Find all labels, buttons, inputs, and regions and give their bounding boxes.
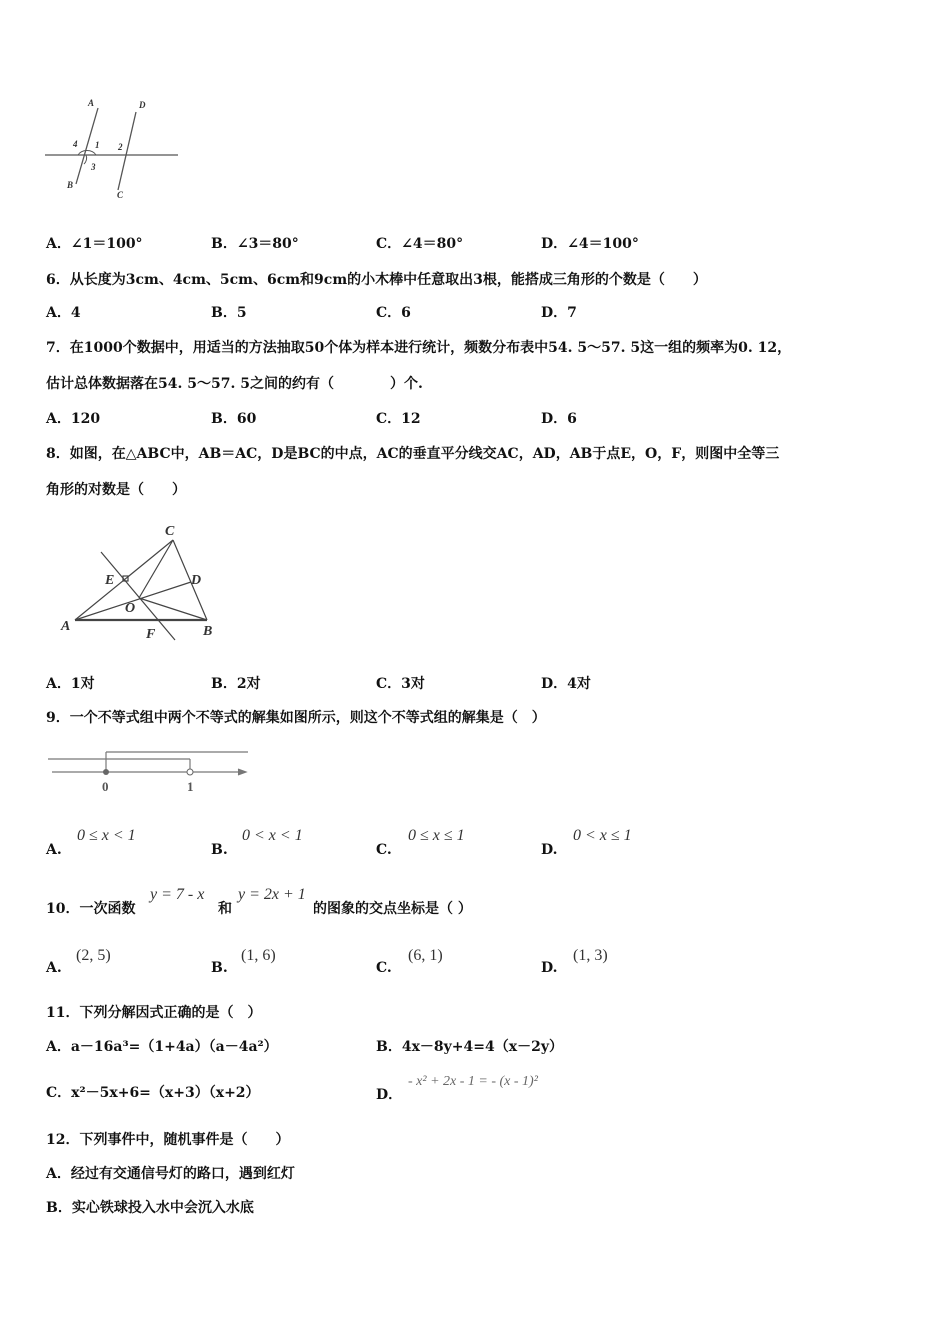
q10-option-a-label[interactable]: A. bbox=[46, 960, 62, 976]
q6-option-d[interactable]: D．7 bbox=[541, 305, 577, 321]
svg-text:C: C bbox=[165, 524, 175, 539]
svg-text:O: O bbox=[125, 601, 136, 616]
q9-stem: 9．一个不等式组中两个不等式的解集如图所示，则这个不等式组的解集是（ ） bbox=[46, 710, 546, 726]
q12-option-a[interactable]: A．经过有交通信号灯的路口，遇到红灯 bbox=[46, 1166, 295, 1182]
q7-option-b[interactable]: B．60 bbox=[211, 411, 257, 427]
q8-option-a[interactable]: A．1对 bbox=[46, 676, 95, 692]
q10-function-1: y = 7 - x bbox=[150, 886, 205, 903]
q8-option-c[interactable]: C．3对 bbox=[376, 676, 425, 692]
q11-option-d-label[interactable]: D． bbox=[376, 1087, 403, 1103]
svg-text:0: 0 bbox=[102, 779, 109, 794]
q7-stem-line1: 7．在1000个数据中，用适当的方法抽取50个体为样本进行统计，频数分布表中54. 5～57. 5这一组的频率为0. 12， bbox=[46, 340, 792, 356]
svg-text:D: D bbox=[139, 100, 146, 110]
q12-stem: 12．下列事件中，随机事件是（ ） bbox=[46, 1132, 290, 1148]
q9-option-c[interactable]: 0 ≤ x ≤ 1 bbox=[408, 827, 465, 844]
q5-option-a[interactable]: A．∠1＝100° bbox=[46, 236, 143, 252]
q10-function-2: y = 2x + 1 bbox=[238, 886, 306, 903]
svg-text:3: 3 bbox=[91, 162, 96, 172]
svg-text:2: 2 bbox=[118, 142, 123, 152]
q11-option-a[interactable]: A．a－16a³=（1+4a）（a－4a²） bbox=[46, 1039, 278, 1055]
number-line-figure bbox=[48, 745, 258, 800]
svg-text:A: A bbox=[88, 98, 95, 108]
q9-option-d[interactable]: 0 < x ≤ 1 bbox=[573, 827, 632, 844]
svg-text:A: A bbox=[61, 619, 71, 634]
q7-option-c[interactable]: C．12 bbox=[376, 411, 421, 427]
svg-text:C: C bbox=[117, 190, 124, 200]
q10-option-c-label[interactable]: C. bbox=[376, 960, 392, 976]
q6-option-c[interactable]: C．6 bbox=[376, 305, 411, 321]
q10-stem-mid: 和 bbox=[218, 901, 232, 917]
q9-option-c-label[interactable]: C. bbox=[376, 842, 392, 858]
q11-option-b[interactable]: B．4x－8y+4=4（x－2y） bbox=[376, 1039, 563, 1055]
q11-option-d[interactable]: - x² + 2x - 1 = - (x - 1)² bbox=[408, 1074, 538, 1089]
q10-stem-prefix: 10．一次函数 bbox=[46, 901, 136, 917]
q7-option-d[interactable]: D．6 bbox=[541, 411, 577, 427]
svg-text:B: B bbox=[203, 624, 213, 639]
svg-text:4: 4 bbox=[73, 139, 78, 149]
q9-option-d-label[interactable]: D. bbox=[541, 842, 558, 858]
q7-stem-line2: 估计总体数据落在54. 5～57. 5之间的约有（ ）个. bbox=[46, 376, 423, 392]
q7-option-a[interactable]: A．120 bbox=[46, 411, 101, 427]
svg-text:E: E bbox=[105, 573, 115, 588]
q10-option-b-label[interactable]: B. bbox=[211, 960, 228, 976]
q10-option-b[interactable]: (1, 6) bbox=[241, 947, 276, 964]
parallel-lines-figure bbox=[40, 92, 190, 202]
q5-option-d[interactable]: D．∠4＝100° bbox=[541, 236, 639, 252]
q9-option-b[interactable]: 0 < x < 1 bbox=[242, 827, 303, 844]
q9-option-a[interactable]: 0 ≤ x < 1 bbox=[77, 827, 136, 844]
svg-text:1: 1 bbox=[95, 140, 100, 150]
q5-option-c[interactable]: C．∠4＝80° bbox=[376, 236, 464, 252]
q9-option-b-label[interactable]: B. bbox=[211, 842, 228, 858]
q8-stem-line1: 8．如图，在△ABC中，AB＝AC，D是BC的中点，AC的垂直平分线交AC，AD，AB于点E，O，F，则图中全等三 bbox=[46, 446, 780, 462]
q8-stem-line2: 角形的对数是（ ） bbox=[46, 482, 186, 498]
q10-option-c[interactable]: (6, 1) bbox=[408, 947, 443, 964]
q10-stem-suffix: 的图象的交点坐标是（ ） bbox=[313, 901, 472, 917]
q5-option-b[interactable]: B．∠3＝80° bbox=[211, 236, 299, 252]
q8-option-b[interactable]: B．2对 bbox=[211, 676, 261, 692]
triangle-figure bbox=[55, 520, 225, 650]
q11-stem: 11．下列分解因式正确的是（ ） bbox=[46, 1005, 262, 1021]
q6-stem: 6．从长度为3cm、4cm、5cm、6cm和9cm的小木棒中任意取出3根，能搭成三角形的个数是（ ） bbox=[46, 272, 707, 288]
q8-option-d[interactable]: D．4对 bbox=[541, 676, 591, 692]
q10-option-a[interactable]: (2, 5) bbox=[76, 947, 111, 964]
q10-option-d-label[interactable]: D. bbox=[541, 960, 558, 976]
q12-option-b[interactable]: B．实心铁球投入水中会沉入水底 bbox=[46, 1200, 254, 1216]
svg-text:F: F bbox=[146, 627, 156, 642]
svg-text:1: 1 bbox=[187, 779, 194, 794]
svg-text:B: B bbox=[67, 180, 74, 190]
q6-option-a[interactable]: A．4 bbox=[46, 305, 81, 321]
q10-option-d[interactable]: (1, 3) bbox=[573, 947, 608, 964]
svg-text:D: D bbox=[191, 573, 202, 588]
q6-option-b[interactable]: B．5 bbox=[211, 305, 247, 321]
q11-option-c[interactable]: C．x²－5x+6=（x+3）（x+2） bbox=[46, 1085, 260, 1101]
q9-option-a-label[interactable]: A. bbox=[46, 842, 62, 858]
